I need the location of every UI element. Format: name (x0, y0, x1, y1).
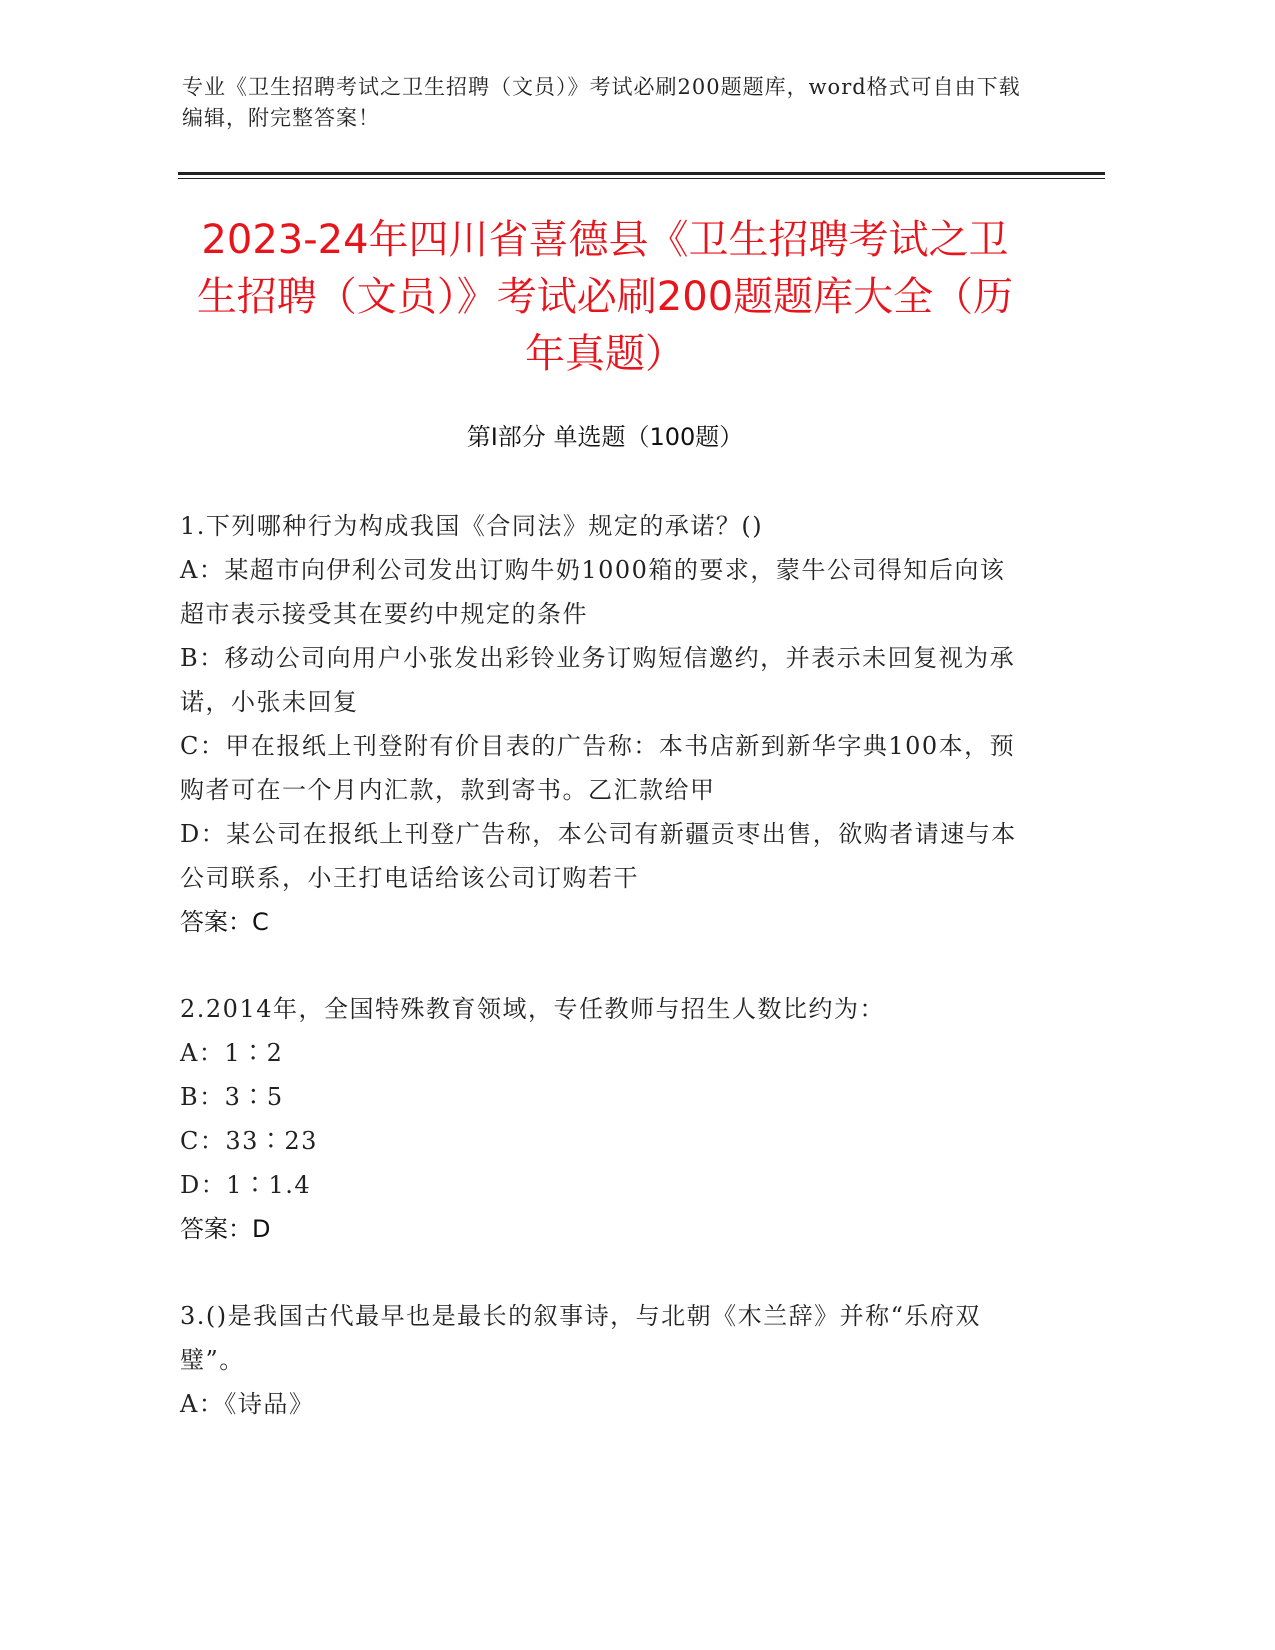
question-stem: 2.2014年，全国特殊教育领域，专任教师与招生人数比约为： (180, 995, 885, 1023)
header-divider-thick (178, 172, 1105, 175)
answer-label: 答案：D (180, 1215, 271, 1243)
section-title: 第Ⅰ部分 单选题（100题） (466, 423, 744, 451)
question-list (180, 504, 1030, 1426)
header-note: 专业《卫生招聘考试之卫生招聘（文员）》考试必刷200题题库，word格式可自由下载编辑，附完整答案！ (182, 75, 1021, 130)
question-stem: 3.()是我国古代最早也是最长的叙事诗，与北朝《木兰辞》并称“乐府双璧”。 (180, 1302, 981, 1374)
question-stem: 1.下列哪种行为构成我国《合同法》规定的承诺？() (180, 512, 764, 540)
option-d: D：1∶1.4 (180, 1171, 312, 1199)
question-spacer (180, 944, 1030, 987)
option-b: B：3∶5 (180, 1083, 284, 1111)
option-c: C：甲在报纸上刊登附有价目表的广告称：本书店新到新华字典100本，预购者可在一个月内汇款，款到寄书。乙汇款给甲 (180, 732, 1016, 804)
question-2 (180, 987, 1030, 1251)
header-divider-thin (178, 178, 1105, 179)
option-b: B：移动公司向用户小张发出彩铃业务订购短信邀约，并表示未回复视为承诺，小张未回复 (180, 644, 1016, 716)
answer-label: 答案：C (180, 908, 269, 936)
option-a: A：1∶2 (180, 1039, 284, 1067)
question-3 (180, 1294, 1030, 1426)
question-1 (180, 504, 1030, 944)
option-d: D：某公司在报纸上刊登广告称，本公司有新疆贡枣出售，欲购者请速与本公司联系，小王打电话给该公司订购若干 (180, 820, 1017, 892)
option-a: A：某超市向伊利公司发出订购牛奶1000箱的要求，蒙牛公司得知后向该超市表示接受其在要约中规定的条件 (180, 556, 1006, 628)
option-c: C：33∶23 (180, 1127, 318, 1155)
document-title: 2023-24年四川省喜德县《卫生招聘考试之卫生招聘（文员）》考试必刷200题题库大全（历年真题） (196, 217, 1014, 377)
question-spacer (180, 1251, 1030, 1294)
option-a: A：《诗品》 (180, 1390, 315, 1418)
